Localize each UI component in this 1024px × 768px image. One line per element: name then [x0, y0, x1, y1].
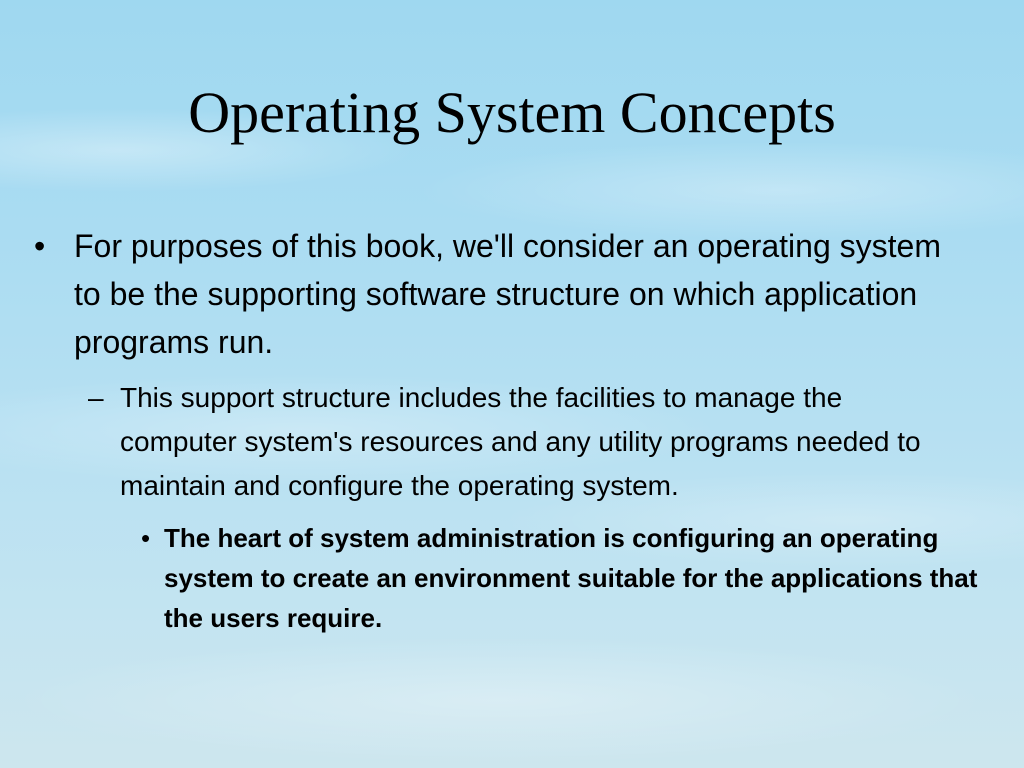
bullet-level-1 — [0, 222, 1024, 366]
bullet-text: This support structure includes the facilities to manage the computer system's resources and any utility programs needed to maintain and configure the operating system. — [120, 382, 921, 501]
bullet-dash-icon: – — [88, 382, 104, 413]
bullet-text: For purposes of this book, we'll consider an operating system to be the supporting software structure on which application programs run. — [74, 228, 941, 360]
slide-title: Operating System Concepts — [188, 80, 836, 145]
slide-body — [0, 222, 1024, 638]
bullet-level-3 — [0, 518, 1024, 638]
bullet-level-2 — [0, 376, 1024, 508]
bullet-dot-icon: • — [34, 228, 46, 264]
bullet-text: The heart of system administration is configuring an operating system to create an environment suitable for the applications that the users require. — [164, 523, 978, 633]
bullet-dot-icon: • — [141, 523, 151, 553]
